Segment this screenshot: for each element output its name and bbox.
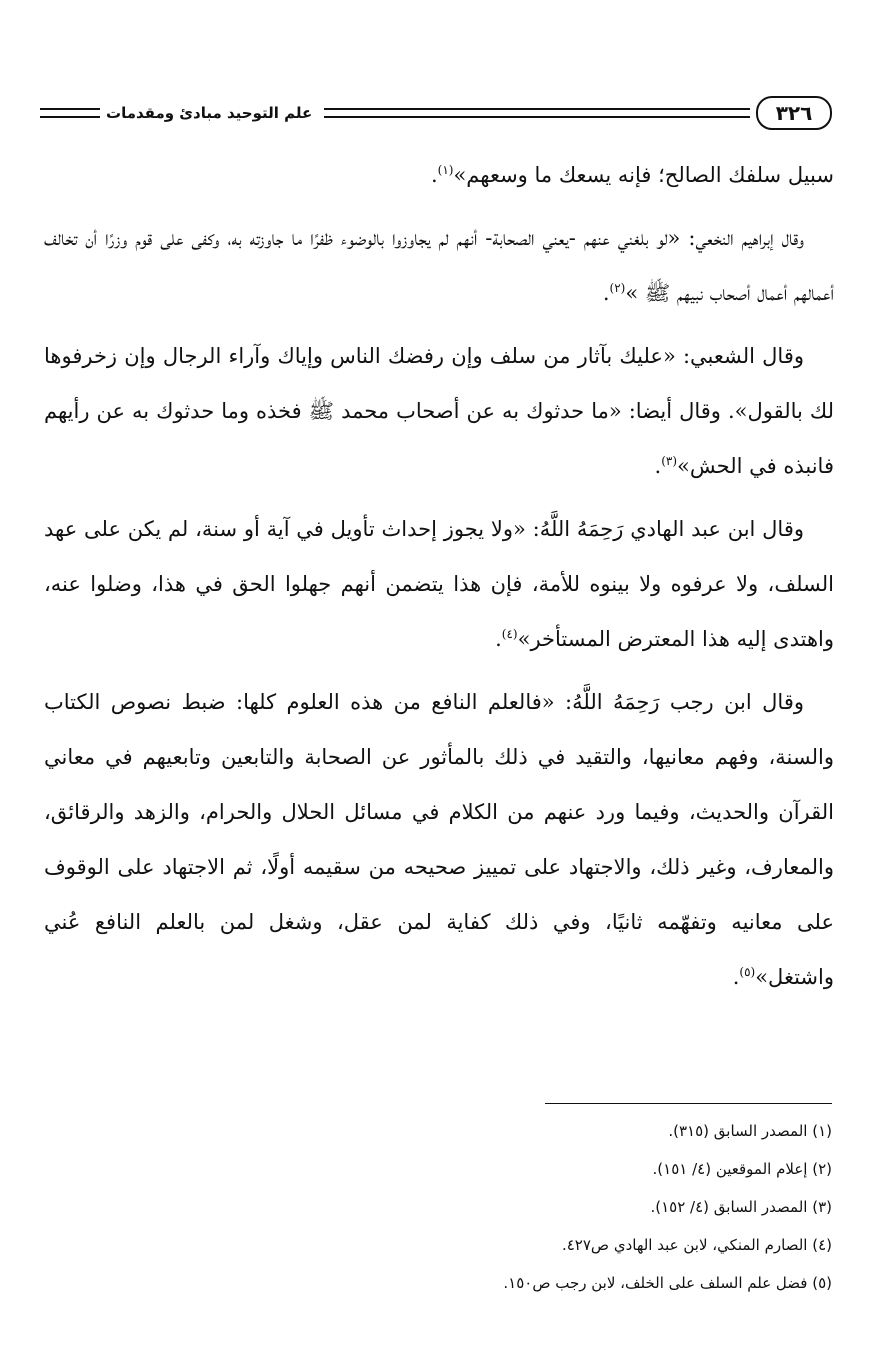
footnote-ref: (١) bbox=[437, 163, 454, 177]
footnotes bbox=[300, 1112, 832, 1302]
footnote-5: (٥) فضل علم السلف على الخلف، لابن رجب ص١٥٠. bbox=[503, 1274, 832, 1292]
paragraph-text: وقال ابن رجب رَحِمَهُ اللَّهُ: «فالعلم النافع من هذه العلوم كلها: ضبط نصوص الكتاب والسنة، وفهم معانيها، والتقيد في ذلك بالمأثور عن الصحابة والتابعين وتابعيهم في معاني القرآن والحديث، وفيما ورد عنهم من الكلام في مسائل الحلال والحرام، والزهد والرقائق، والمعارف، وغير ذلك، والاجتهاد على تمييز صحيحه من سقيمه أولًا، ثم الاجتهاد على الوقوف على معانيه وتفهّمه ثانيًا، وفي ذلك كفاية لمن عقل، وشغل لمن بالعلم النافع عُني واشتغل» bbox=[44, 690, 834, 989]
footnote-2: (٢) إعلام الموقعين (٤/ ١٥١). bbox=[652, 1160, 832, 1178]
paragraph-1 bbox=[44, 148, 834, 203]
paragraph-end: . bbox=[430, 163, 438, 187]
paragraph-text: وقال ابن عبد الهادي رَحِمَهُ اللَّهُ: «ولا يجوز إحداث تأويل في آية أو سنة، لم يكن على عهد السلف، ولا عرفوه ولا بينوه للأمة، فإن هذا يتضمن أنهم جهلوا الحق في هذا، وضلوا عنه، واهتدى إليه هذا المعترض المستأخر» bbox=[44, 517, 834, 651]
footnote-ref: (٤) bbox=[501, 627, 518, 641]
header-rule-left bbox=[40, 108, 100, 118]
paragraph-5 bbox=[44, 675, 834, 1005]
paragraph-text: سبيل سلفك الصالح؛ فإنه يسعك ما وسعهم» bbox=[453, 163, 834, 187]
paragraph-end: . bbox=[495, 627, 502, 651]
main-text bbox=[44, 148, 834, 1013]
footnote-4: (٤) الصارم المنكي، لابن عبد الهادي ص٤٢٧. bbox=[561, 1236, 832, 1254]
footnote-ref: (٣) bbox=[661, 454, 678, 468]
paragraph-2 bbox=[44, 211, 834, 321]
paragraph-end: . bbox=[732, 965, 740, 989]
paragraph-text: وقال إبراهيم النخعي: «لو بلغني عنهم -يعني الصحابة- أنهم لم يجاوزوا بالوضوء ظفرًا ما جاوزته به، وكفى على قوم وزرًا أن تخالف أعمالهم أعمال أصحاب نبيهم ﷺ » bbox=[44, 226, 834, 305]
footnote-ref: (٢) bbox=[609, 281, 626, 295]
paragraph-4 bbox=[44, 502, 834, 667]
page-header bbox=[40, 96, 832, 130]
header-rule-right bbox=[324, 108, 750, 118]
footnote-ref: (٥) bbox=[739, 965, 756, 979]
paragraph-3 bbox=[44, 329, 834, 494]
footnote-1: (١) المصدر السابق (٣١٥). bbox=[668, 1122, 832, 1140]
footnote-separator bbox=[545, 1103, 832, 1104]
paragraph-end: . bbox=[654, 454, 662, 478]
footnote-3: (٣) المصدر السابق (٤/ ١٥٢). bbox=[650, 1198, 832, 1216]
paragraph-end: . bbox=[602, 281, 610, 305]
running-title: علم التوحيد مبادئ ومقدمات bbox=[106, 104, 313, 122]
paragraph-text: وقال الشعبي: «عليك بآثار من سلف وإن رفضك الناس وإياك وآراء الرجال وإن زخرفوها لك بالقول». وقال أيضا: «ما حدثوك به عن أصحاب محمد ﷺ فخذه وما حدثوك به عن رأيهم فانبذه في الحش» bbox=[44, 344, 834, 478]
page-number: ٣٢٦ bbox=[756, 96, 832, 130]
